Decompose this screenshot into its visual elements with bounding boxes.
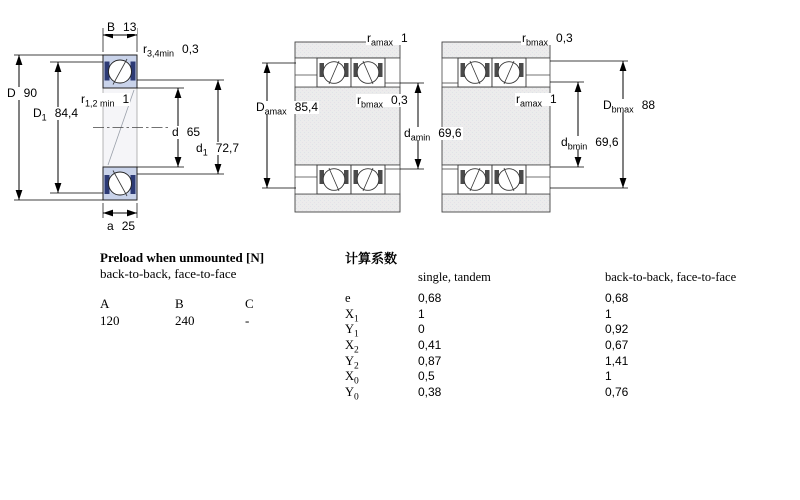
factors-col2-header: back-to-back, face-to-face <box>605 270 737 284</box>
dim-symbol: r <box>81 92 85 106</box>
dim-subscript: amax <box>264 106 287 117</box>
preload-table <box>100 250 330 330</box>
factor-value-single: 0,41 <box>418 338 442 353</box>
dim-symbol: r <box>143 42 147 56</box>
factor-value-single: 0,87 <box>418 353 442 368</box>
factor-value-single: 0 <box>418 322 425 337</box>
dim-label-r12min <box>80 92 130 109</box>
mounted-pair-drawing-a <box>262 42 424 212</box>
factor-value-single: 0,38 <box>418 385 442 400</box>
preload-col-c: C <box>245 296 254 311</box>
dim-label-r34min <box>142 42 200 59</box>
factors-col1-header: single, tandem <box>418 270 491 284</box>
dim-symbol: r <box>367 31 371 45</box>
dim-value: 88 <box>641 98 656 112</box>
dim-value: 25 <box>121 219 136 233</box>
preload-col-b: B <box>175 296 184 311</box>
calculation-factors-table <box>345 248 745 408</box>
dim-label-rbmax-a <box>356 93 409 110</box>
dim-subscript: amin <box>410 132 431 143</box>
factor-symbol: $X_1$ <box>345 306 359 325</box>
factor-row <box>345 354 628 370</box>
preload-value-a: 120 <box>100 313 120 328</box>
factor-value-paired: 1 <box>605 369 612 384</box>
mounted-pair-drawing-b <box>442 42 628 212</box>
dim-value: 69,6 <box>438 126 462 140</box>
dim-value: 69,6 <box>595 135 619 149</box>
dim-subscript: 3,4min <box>147 48 175 59</box>
preload-value-c: - <box>245 313 250 328</box>
dim-symbol: D <box>603 98 612 112</box>
factor-value-single: 0,68 <box>418 291 442 305</box>
dim-symbol: D <box>7 86 16 100</box>
factor-value-paired: 1,41 <box>605 353 629 368</box>
dim-value: 1 <box>401 31 408 45</box>
factor-value-paired: 0,92 <box>605 322 629 337</box>
dim-symbol: r <box>522 31 526 45</box>
factor-row <box>345 307 628 323</box>
preload-title: Preload when unmounted [N] <box>100 250 265 265</box>
dim-symbol: d <box>561 135 568 149</box>
factor-value-paired: 0,76 <box>605 385 629 400</box>
dim-label-D1 <box>32 106 79 123</box>
dim-subscript: bmin <box>567 141 588 152</box>
dim-symbol: B <box>107 20 116 34</box>
dim-label-dbmin <box>560 135 620 152</box>
dim-label-B <box>106 21 137 34</box>
dim-subscript: bmax <box>611 104 634 115</box>
dim-subscript: amax <box>371 37 394 48</box>
factor-value-single: 0,5 <box>418 369 435 384</box>
dim-value: 0,3 <box>556 31 573 45</box>
dim-label-Damax <box>255 100 319 117</box>
dim-value: 0,3 <box>391 93 408 107</box>
preload-col-a: A <box>100 296 110 311</box>
dim-label-d <box>171 126 201 139</box>
dim-symbol: d <box>196 141 203 155</box>
dim-label-Dbmax <box>602 98 656 115</box>
dim-label-a <box>106 220 136 233</box>
factor-value-paired: 0,68 <box>605 291 629 305</box>
factor-symbol: $Y_1$ <box>345 322 359 340</box>
dim-subscript: bmax <box>526 37 549 48</box>
factor-symbol: e <box>345 291 351 305</box>
dim-symbol: r <box>516 92 520 106</box>
dim-subscript: amax <box>520 98 543 109</box>
dim-value: 65 <box>186 125 201 139</box>
factor-symbol: $X_0$ <box>345 369 359 387</box>
dim-subscript: 1 <box>41 112 47 123</box>
bearing-cross-section-drawing <box>14 28 224 218</box>
dim-symbol: D <box>33 106 42 120</box>
dim-value: 1 <box>122 92 130 106</box>
dim-value: 13 <box>123 20 137 34</box>
dim-label-rbmax-b <box>521 31 574 48</box>
factors-rows <box>345 291 628 401</box>
dim-symbol: a <box>107 219 114 233</box>
factor-value-paired: 1 <box>605 306 612 321</box>
dim-value: 90 <box>23 86 38 100</box>
preload-value-b: 240 <box>175 313 195 328</box>
factor-value-paired: 0,67 <box>605 338 629 353</box>
factor-symbol: $Y_0$ <box>345 385 359 403</box>
dim-label-damin <box>403 126 463 143</box>
dim-value: 0,3 <box>182 42 199 56</box>
dim-symbol: d <box>172 125 179 139</box>
dim-value: 1 <box>550 92 557 106</box>
factor-row <box>345 322 628 338</box>
factor-row <box>345 385 628 401</box>
dim-symbol: d <box>404 126 411 140</box>
dim-value: 72,7 <box>215 141 240 155</box>
factor-symbol: $Y_2$ <box>345 353 359 372</box>
dim-value: 85,4 <box>294 100 319 114</box>
factor-row <box>345 291 628 307</box>
dim-symbol: D <box>256 100 265 114</box>
preload-subtitle: back-to-back, face-to-face <box>100 266 237 281</box>
factor-value-single: 1 <box>418 306 425 321</box>
dim-label-ramax-b <box>515 92 558 109</box>
dim-subscript: bmax <box>361 99 384 110</box>
factor-row <box>345 369 628 385</box>
factors-title: 计算系数 <box>345 251 398 266</box>
dim-label-D <box>6 87 38 100</box>
dim-label-d1 <box>195 141 240 158</box>
factor-symbol: $X_2$ <box>345 338 359 356</box>
dim-value: 84,4 <box>54 106 79 120</box>
factor-row <box>345 338 628 354</box>
dim-subscript: 1 <box>202 147 208 158</box>
dim-label-ramax-a <box>366 31 409 48</box>
dim-subscript: 1,2 min <box>85 98 115 109</box>
dim-symbol: r <box>357 93 361 107</box>
